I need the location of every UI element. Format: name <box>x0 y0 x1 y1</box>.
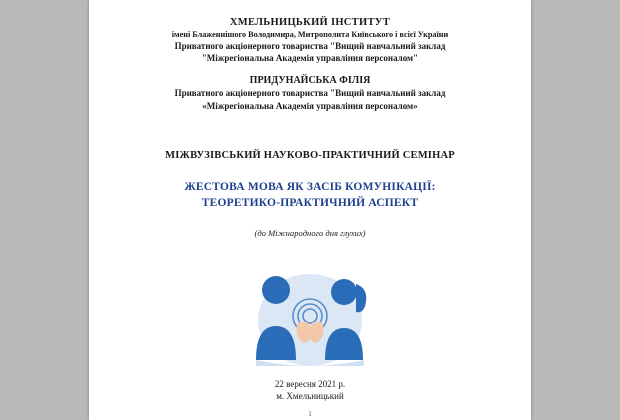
illustration-svg <box>226 260 394 368</box>
event-city: м. Хмельницький <box>276 390 344 401</box>
page-number: 1 <box>308 410 312 418</box>
branch-title: ПРИДУНАЙСЬКА ФІЛІЯ <box>249 75 371 87</box>
institute-block <box>123 16 497 64</box>
branch-line-1: Приватного акціонерного товариства "Вищий навчальний заклад <box>174 88 446 99</box>
document-page <box>89 0 531 420</box>
branch-line-2: «Міжрегіональна Академія управління персоналом» <box>202 100 418 111</box>
institute-line-2: Приватного акціонерного товариства "Вищий навчальний заклад <box>174 41 446 52</box>
event-date: 22 вересня 2021 р. <box>274 378 346 389</box>
institute-title: ХМЕЛЬНИЦЬКИЙ ІНСТИТУТ <box>229 17 391 28</box>
topic-subtitle: (до Міжнародного дня глухих) <box>254 228 366 239</box>
institute-line-1: імені Блаженнішого Володимира, Митрополита Київського і всієї України <box>171 30 449 40</box>
topic-line-1: ЖЕСТОВА МОВА ЯК ЗАСІБ КОМУНІКАЦІЇ: <box>184 180 436 193</box>
page-content <box>89 0 531 368</box>
document-footer <box>89 378 531 402</box>
two-children-sign-language-illustration <box>226 260 394 368</box>
institute-line-3: "Міжрегіональна Академія управління персоналом" <box>201 53 419 64</box>
topic-title <box>123 179 497 212</box>
branch-block <box>123 74 497 111</box>
event-type: МІЖВУЗІВСЬКИЙ НАУКОВО-ПРАКТИЧНИЙ СЕМІНАР <box>165 149 455 161</box>
topic-line-2: ТЕОРЕТИКО-ПРАКТИЧНИЙ АСПЕКТ <box>201 197 419 210</box>
